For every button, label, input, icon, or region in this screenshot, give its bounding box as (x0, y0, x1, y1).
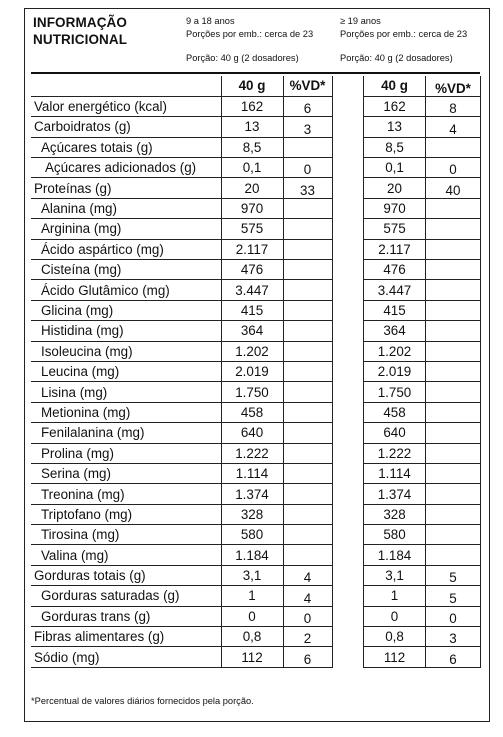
nutrition-facts-panel (24, 8, 490, 722)
table-row (31, 158, 332, 178)
nutrient-amount: 580 (221, 525, 283, 545)
title-line-2: NUTRICIONAL (33, 32, 128, 47)
nutrient-amount: 1.374 (221, 484, 283, 504)
nutrient-label: Histidina (mg) (31, 321, 221, 341)
table-row (31, 321, 332, 341)
table-row (364, 219, 481, 239)
nutrient-vd-children (283, 321, 332, 341)
nutrient-amount: 112 (221, 647, 283, 667)
table-row (364, 198, 481, 218)
nutrient-vd-children (283, 423, 332, 443)
nutrient-amount: 364 (364, 321, 426, 341)
nutrient-amount: 0,1 (221, 158, 283, 178)
nutrient-label: Gorduras trans (g) (31, 606, 221, 626)
nutrient-label: Valor energético (kcal) (31, 96, 221, 116)
table-row (31, 178, 332, 198)
header-rule (31, 72, 480, 74)
nutrient-vd-children: 6 (283, 96, 332, 116)
nutrition-table-main (31, 76, 333, 668)
nutrient-vd-adults (426, 341, 481, 361)
nutrient-amount: 970 (221, 198, 283, 218)
nutrient-vd-adults (426, 300, 481, 320)
table-row (364, 361, 481, 381)
nutrient-amount: 1.184 (221, 545, 283, 565)
table-row (31, 525, 332, 545)
header-qty: 40 g (221, 76, 283, 96)
table-row (31, 219, 332, 239)
nutrient-vd-adults (426, 545, 481, 565)
table-row (364, 586, 481, 606)
nutrient-vd-adults (426, 504, 481, 524)
nutrient-amount: 0,8 (364, 627, 426, 647)
table-header-row (364, 76, 481, 96)
group-header-adults (340, 16, 468, 63)
nutrient-amount: 1.114 (364, 463, 426, 483)
nutrient-vd-children: 4 (283, 565, 332, 585)
nutrient-vd-adults: 5 (426, 586, 481, 606)
nutrient-amount: 415 (364, 300, 426, 320)
nutrient-label: Leucina (mg) (31, 361, 221, 381)
nutrient-label: Cisteína (mg) (31, 260, 221, 280)
table-row (31, 606, 332, 626)
nutrient-label: Açúcares adicionados (g) (31, 158, 221, 178)
nutrient-amount: 640 (221, 423, 283, 443)
nutrient-amount: 580 (364, 525, 426, 545)
nutrient-label: Carboidratos (g) (31, 117, 221, 137)
nutrient-amount: 458 (221, 402, 283, 422)
nutrient-label: Ácido aspártico (mg) (31, 239, 221, 259)
nutrient-vd-adults (426, 239, 481, 259)
table-row (364, 647, 481, 667)
table-row (364, 627, 481, 647)
table-row (31, 300, 332, 320)
table-row (364, 341, 481, 361)
nutrient-vd-children: 33 (283, 178, 332, 198)
table-row (31, 117, 332, 137)
nutrient-amount: 1.114 (221, 463, 283, 483)
header-qty: 40 g (364, 76, 426, 96)
table-row (31, 545, 332, 565)
nutrient-amount: 8,5 (364, 137, 426, 157)
nutrient-amount: 2.117 (364, 239, 426, 259)
group-portion: Porção: 40 g (2 dosadores) (186, 53, 299, 63)
nutrient-vd-adults (426, 280, 481, 300)
nutrient-vd-adults: 5 (426, 565, 481, 585)
nutrient-amount: 13 (221, 117, 283, 137)
nutrient-vd-children (283, 260, 332, 280)
nutrient-amount: 364 (221, 321, 283, 341)
header-label-cell (31, 76, 221, 96)
table-row (364, 178, 481, 198)
nutrient-vd-children (283, 382, 332, 402)
nutrient-amount: 3,1 (364, 565, 426, 585)
nutrient-amount: 328 (221, 504, 283, 524)
nutrient-amount: 458 (364, 402, 426, 422)
nutrient-amount: 1.750 (364, 382, 426, 402)
nutrient-amount: 0,1 (364, 158, 426, 178)
nutrient-amount: 1.374 (364, 484, 426, 504)
nutrient-amount: 1.222 (221, 443, 283, 463)
nutrient-label: Isoleucina (mg) (31, 341, 221, 361)
group-header-children (186, 16, 314, 63)
nutrient-vd-children (283, 198, 332, 218)
table-row (364, 423, 481, 443)
table-row (31, 361, 332, 381)
nutrient-vd-children: 6 (283, 647, 332, 667)
nutrient-vd-adults (426, 198, 481, 218)
nutrient-label: Arginina (mg) (31, 219, 221, 239)
nutrient-vd-children: 3 (283, 117, 332, 137)
table-row (364, 504, 481, 524)
nutrient-vd-children: 0 (283, 606, 332, 626)
nutrient-amount: 415 (221, 300, 283, 320)
table-row (364, 137, 481, 157)
table-row (31, 198, 332, 218)
nutrient-vd-children (283, 402, 332, 422)
nutrient-vd-children (283, 545, 332, 565)
table-row (364, 158, 481, 178)
nutrient-amount: 162 (364, 96, 426, 116)
table-row (31, 504, 332, 524)
table-header-row (31, 76, 332, 96)
nutrient-vd-adults (426, 463, 481, 483)
table-row (31, 137, 332, 157)
table-row (364, 463, 481, 483)
nutrient-label: Fenilalanina (mg) (31, 423, 221, 443)
nutrient-amount: 476 (221, 260, 283, 280)
nutrient-vd-adults: 8 (426, 96, 481, 116)
table-row (364, 239, 481, 259)
nutrient-amount: 2.117 (221, 239, 283, 259)
nutrient-amount: 0,8 (221, 627, 283, 647)
table-row (364, 525, 481, 545)
table-row (31, 647, 332, 667)
nutrient-vd-adults (426, 402, 481, 422)
nutrient-amount: 575 (364, 219, 426, 239)
nutrient-amount: 8,5 (221, 137, 283, 157)
table-row (364, 484, 481, 504)
header-vd: %VD* (426, 76, 481, 96)
nutrient-vd-adults (426, 137, 481, 157)
nutrient-label: Fibras alimentares (g) (31, 627, 221, 647)
table-row (364, 96, 481, 116)
table-row (31, 627, 332, 647)
nutrient-amount: 575 (221, 219, 283, 239)
nutrient-label: Açúcares totais (g) (31, 137, 221, 157)
nutrient-vd-adults: 0 (426, 158, 481, 178)
nutrient-vd-adults (426, 321, 481, 341)
nutrient-label: Sódio (mg) (31, 647, 221, 667)
nutrient-amount: 476 (364, 260, 426, 280)
nutrition-table-adults (363, 76, 481, 668)
nutrient-vd-adults (426, 382, 481, 402)
table-row (364, 545, 481, 565)
table-row (364, 321, 481, 341)
table-row (364, 117, 481, 137)
nutrient-label: Valina (mg) (31, 545, 221, 565)
table-row (31, 443, 332, 463)
group-age: 9 a 18 anos (186, 16, 235, 26)
table-row (31, 484, 332, 504)
nutrient-vd-children: 4 (283, 586, 332, 606)
group-portion: Porção: 40 g (2 dosadores) (340, 53, 453, 63)
nutrient-amount: 3.447 (221, 280, 283, 300)
table-row (364, 402, 481, 422)
nutrient-amount: 3.447 (364, 280, 426, 300)
nutrient-vd-children (283, 463, 332, 483)
nutrient-vd-adults: 4 (426, 117, 481, 137)
table-row (364, 606, 481, 626)
nutrient-vd-adults (426, 443, 481, 463)
nutrient-amount: 2.019 (364, 361, 426, 381)
nutrient-vd-children (283, 504, 332, 524)
nutrient-label: Lisina (mg) (31, 382, 221, 402)
table-row (364, 300, 481, 320)
nutrient-amount: 640 (364, 423, 426, 443)
nutrient-label: Proteínas (g) (31, 178, 221, 198)
table-row (364, 565, 481, 585)
table-row (364, 382, 481, 402)
table-row (31, 341, 332, 361)
nutrient-label: Tirosina (mg) (31, 525, 221, 545)
group-servings: Porções por emb.: cerca de 23 (340, 29, 468, 39)
table-row (31, 382, 332, 402)
nutrient-amount: 20 (364, 178, 426, 198)
nutrient-amount: 328 (364, 504, 426, 524)
nutrient-vd-adults (426, 525, 481, 545)
nutrient-vd-children: 2 (283, 627, 332, 647)
nutrient-amount: 1.222 (364, 443, 426, 463)
nutrient-vd-adults (426, 260, 481, 280)
nutrient-amount: 1.750 (221, 382, 283, 402)
table-row (364, 280, 481, 300)
nutrient-amount: 1.202 (221, 341, 283, 361)
nutrient-amount: 3,1 (221, 565, 283, 585)
table-row (31, 423, 332, 443)
nutrient-vd-children (283, 361, 332, 381)
nutrient-vd-adults: 40 (426, 178, 481, 198)
table-row (364, 260, 481, 280)
nutrient-label: Gorduras totais (g) (31, 565, 221, 585)
nutrient-amount: 1.184 (364, 545, 426, 565)
table-row (31, 586, 332, 606)
table-row (364, 443, 481, 463)
nutrient-label: Serina (mg) (31, 463, 221, 483)
nutrient-amount: 1.202 (364, 341, 426, 361)
header-vd: %VD* (283, 76, 332, 96)
nutrient-vd-adults: 3 (426, 627, 481, 647)
nutrient-label: Treonina (mg) (31, 484, 221, 504)
nutrient-amount: 13 (364, 117, 426, 137)
nutrient-vd-adults (426, 423, 481, 443)
nutrient-amount: 0 (221, 606, 283, 626)
nutrient-amount: 2.019 (221, 361, 283, 381)
table-row (31, 565, 332, 585)
nutrient-amount: 20 (221, 178, 283, 198)
nutrient-amount: 1 (364, 586, 426, 606)
nutrient-label: Ácido Glutâmico (mg) (31, 280, 221, 300)
nutrient-vd-children (283, 525, 332, 545)
nutrient-vd-children (283, 300, 332, 320)
table-row (31, 96, 332, 116)
nutrient-label: Alanina (mg) (31, 198, 221, 218)
nutrient-vd-children (283, 219, 332, 239)
nutrient-amount: 970 (364, 198, 426, 218)
nutrient-vd-children (283, 341, 332, 361)
nutrient-vd-adults: 6 (426, 647, 481, 667)
table-row (31, 280, 332, 300)
table-row (31, 239, 332, 259)
nutrient-label: Glicina (mg) (31, 300, 221, 320)
nutrient-vd-adults (426, 219, 481, 239)
table-row (31, 260, 332, 280)
nutrient-vd-children (283, 137, 332, 157)
nutrient-amount: 112 (364, 647, 426, 667)
nutrient-label: Triptofano (mg) (31, 504, 221, 524)
nutrient-vd-adults (426, 484, 481, 504)
panel-title (33, 14, 127, 48)
nutrient-label: Metionina (mg) (31, 402, 221, 422)
footnote: *Percentual de valores diários fornecidos pela porção. (31, 696, 254, 706)
nutrient-vd-adults: 0 (426, 606, 481, 626)
group-age: ≥ 19 anos (340, 16, 381, 26)
nutrient-vd-adults (426, 361, 481, 381)
nutrient-vd-children (283, 443, 332, 463)
nutrient-amount: 0 (364, 606, 426, 626)
table-row (31, 463, 332, 483)
table-row (31, 402, 332, 422)
nutrient-amount: 162 (221, 96, 283, 116)
nutrient-vd-children (283, 484, 332, 504)
nutrient-vd-children (283, 280, 332, 300)
nutrient-vd-children (283, 239, 332, 259)
title-line-1: INFORMAÇÃO (33, 15, 127, 30)
nutrient-amount: 1 (221, 586, 283, 606)
nutrient-label: Prolina (mg) (31, 443, 221, 463)
group-servings: Porções por emb.: cerca de 23 (186, 29, 314, 39)
nutrient-vd-children: 0 (283, 158, 332, 178)
nutrient-label: Gorduras saturadas (g) (31, 586, 221, 606)
